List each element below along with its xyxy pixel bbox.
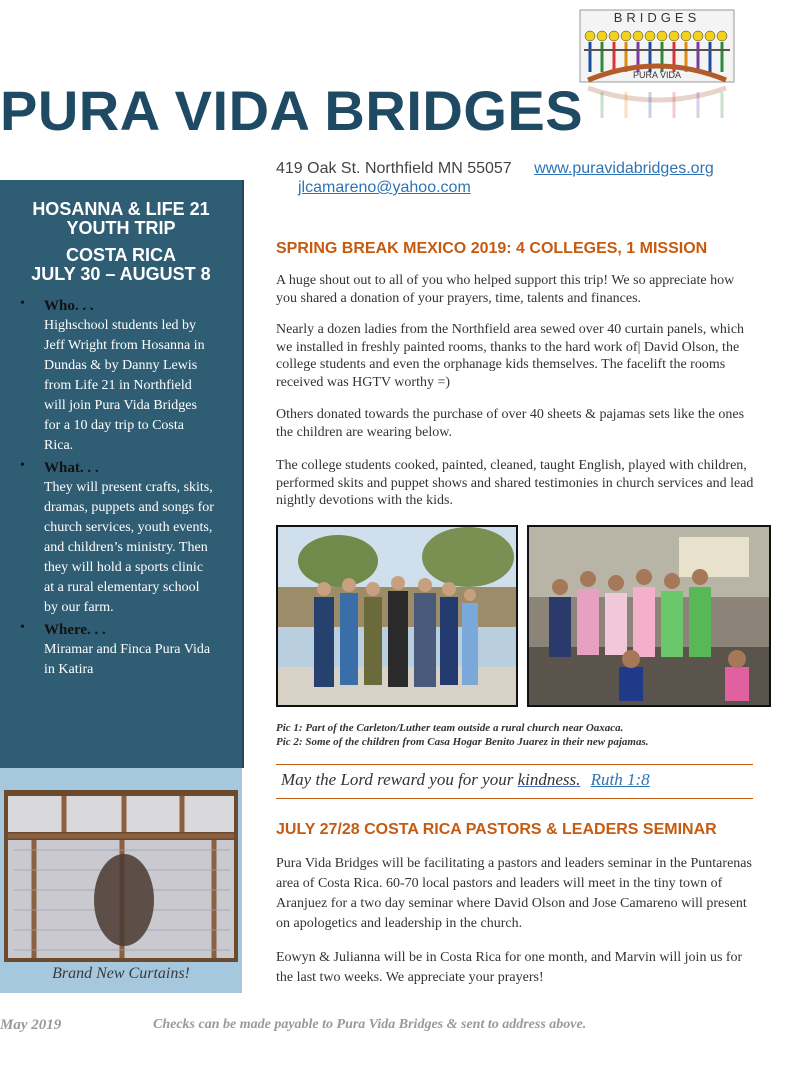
curtains-caption: Brand New Curtains! [52,965,190,982]
curtains-photo-box [0,768,242,993]
address-text: 419 Oak St. Northfield MN 55057 [276,160,512,177]
article1-paragraph: Others donated towards the purchase of over 40 sheets & pajamas sets like the ones the children are wearing below. [276,407,745,440]
sidebar-heading-line1: HOSANNA & LIFE 21 [32,199,210,219]
list-item [20,620,242,680]
youth-trip-sidebar [0,180,244,768]
spring-break-heading: SPRING BREAK MEXICO 2019: 4 COLLEGES, 1 MISSION [276,240,708,257]
email-link[interactable]: jlcamareno@yahoo.com [298,179,471,196]
article2-paragraph: Eowyn & Julianna will be in Costa Rica for one month, and Marvin will join us for the last two weeks. We appreciate your prayers! [276,950,743,985]
checks-note: Checks can be made payable to Pura Vida Bridges & sent to address above. [153,1017,587,1032]
item-text: Miramar and Finca Pura Vida in Katira [44,642,211,677]
verse-rule-bottom [276,798,753,799]
item-title: • Who. . . [44,298,94,314]
contact-line [276,160,714,178]
children-photo [527,525,771,707]
sidebar-heading [0,200,242,238]
sidebar-heading-line4: JULY 30 – AUGUST 8 [31,264,211,284]
item-text: They will present crafts, skits, dramas, puppets and songs for church services, youth events, and children’s ministry. Then they will hold a sports clinic at a rural elementary school by our farm. [44,480,214,615]
verse-text: May the Lord reward you for your [281,770,514,789]
item-text: Highschool students led by Jeff Wright from Hosanna in Dundas & by Danny Lewis from Life 21 in Northfield will join Pura Vida Bridges for a 10 day trip to Costa Rica. [44,318,205,453]
article1-paragraph: Nearly a dozen ladies from the Northfield area sewed over 40 curtain panels, which we installed in freshly painted rooms, thanks to the hard work of| David Olson, the college students and even the orphanage kids themselves. The facelift the rooms received was HGTV worthy =) [276,322,745,390]
scripture-verse [281,770,650,790]
trip-details-list [0,296,242,680]
sidebar-heading-line3: COSTA RICA [66,245,176,265]
team-photo [276,525,518,707]
article1-paragraph: A huge shout out to all of you who helped support this trip! We so appreciate how you shared a donation of your prayers, time, talents and finances. [276,273,735,306]
item-title: • What. . . [44,460,99,476]
masthead-title: PURA VIDA BRIDGES [0,79,584,142]
photo-captions [276,721,776,749]
verse-rule-top [276,764,753,765]
verse-word: kindness. [517,770,581,789]
curtains-photo [4,790,238,962]
photo-caption-2: Pic 2: Some of the children from Casa Hogar Benito Juarez in their new pajamas. [276,736,649,748]
sidebar-subheading [0,246,242,284]
verse-reference-link[interactable]: Ruth 1:8 [590,770,650,789]
website-link[interactable]: www.puravidabridges.org [534,160,714,177]
issue-date: May 2019 [0,1017,62,1033]
article2-paragraph: Pura Vida Bridges will be facilitating a pastors and leaders seminar in the Puntarenas area of Costa Rica. 60-70 local pastors and leaders will meet in the tiny town of Aranjuez for a two day seminar where David Olson and Jose Camareno will present on apologetics and leadership in the church. [276,856,752,931]
list-item [20,458,242,618]
logo-top-text: BRIDGES [613,10,701,25]
pura-vida-bridges-logo [578,8,736,126]
item-title: • Where. . . [44,622,106,638]
sidebar-heading-line2: YOUTH TRIP [66,218,176,238]
photo-caption-1: Pic 1: Part of the Carleton/Luther team outside a rural church near Oaxaca. [276,722,624,734]
article1-paragraph: The college students cooked, painted, cleaned, taught English, played with children, performed skits and puppet shows and shared testimonies in church services and lead nightly devotions with the kids. [276,458,754,508]
seminar-heading: JULY 27/28 COSTA RICA PASTORS & LEADERS SEMINAR [276,821,717,838]
list-item [20,296,242,456]
logo-bottom-text: PURA VIDA [632,70,682,80]
